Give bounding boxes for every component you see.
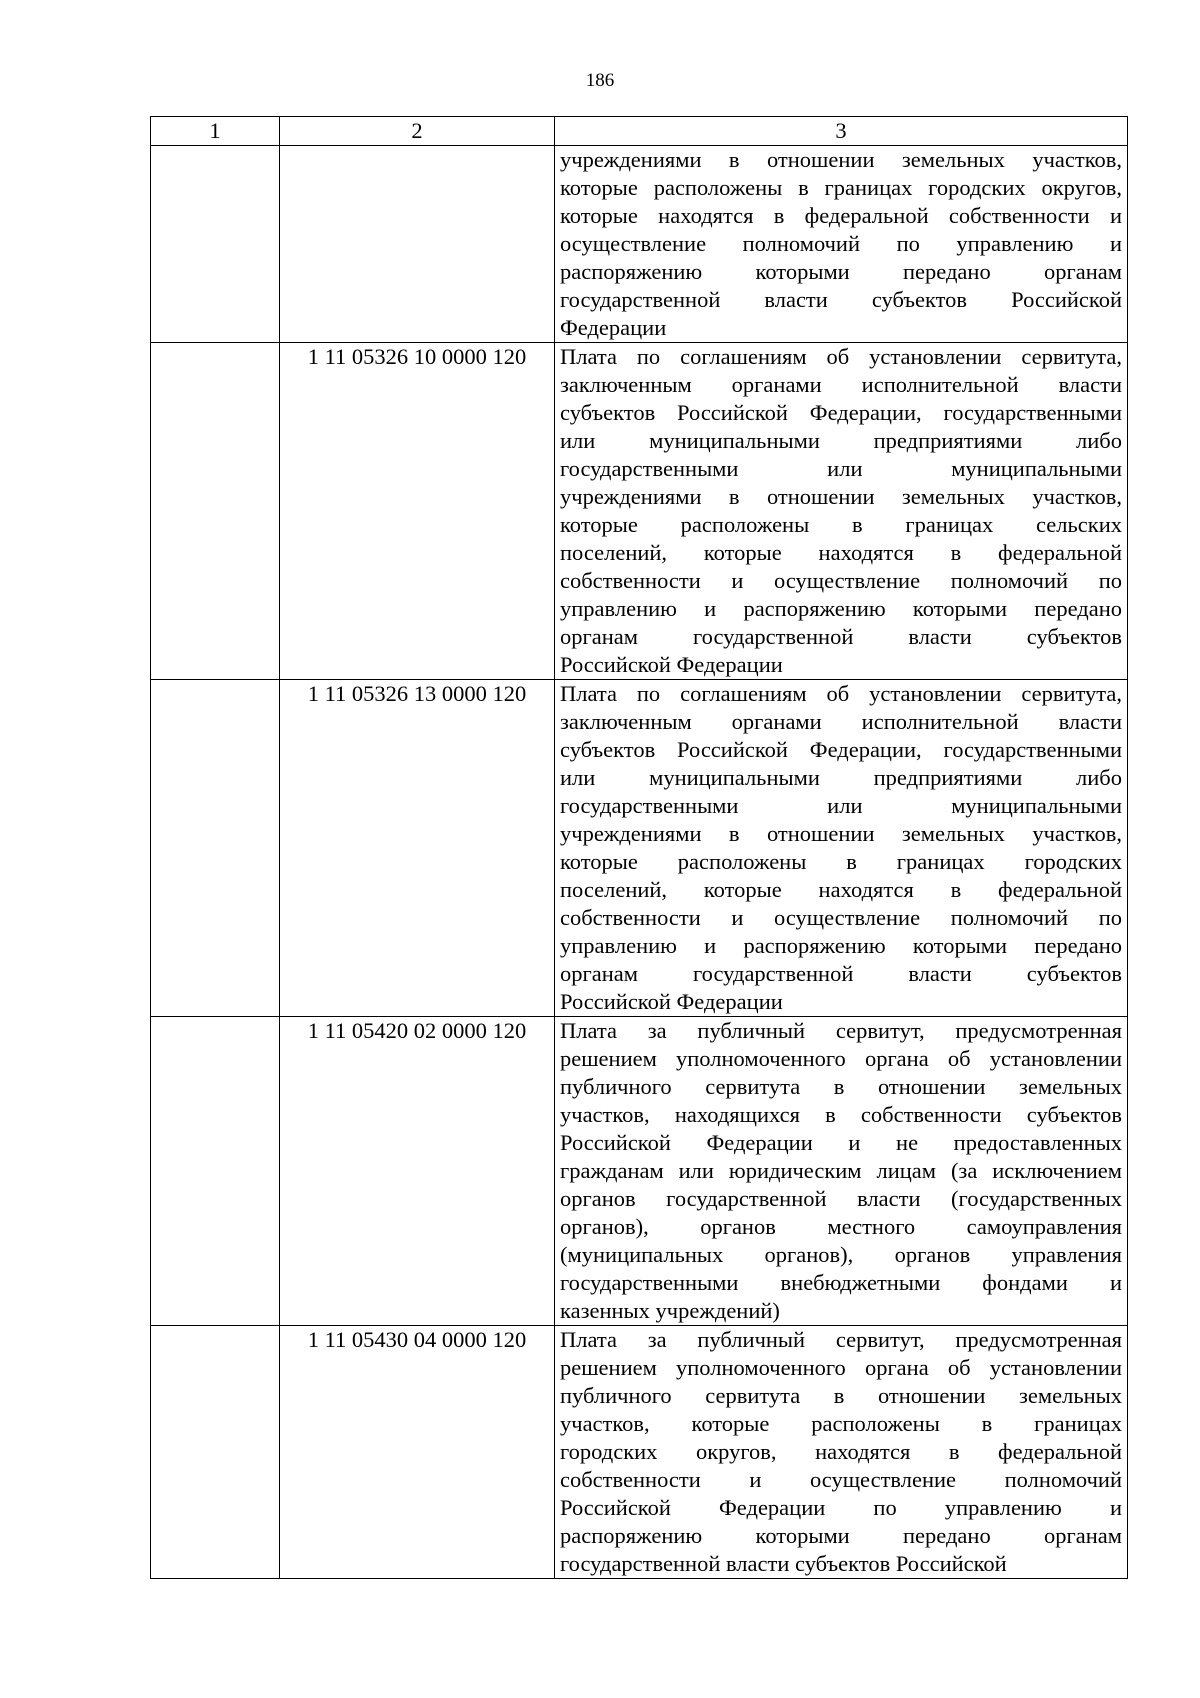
description-line: участков, которые расположены в границах <box>560 1411 1122 1436</box>
description-line: государственными или муниципальными <box>560 793 1122 818</box>
description-line: государственными внебюджетными фондами и <box>560 1270 1122 1295</box>
description-line: органов государственной власти (государственных <box>560 1186 1122 1211</box>
description-line: распоряжению которыми передано органам <box>560 1523 1122 1548</box>
revenue-description <box>555 343 1128 680</box>
description-line: Российской Федерации по управлению и <box>560 1495 1122 1520</box>
description-line: которые находятся в федеральной собственности и <box>560 203 1122 228</box>
description-line: поселений, которые находятся в федеральной <box>560 540 1122 565</box>
revenue-code <box>280 146 555 343</box>
description-line: заключенным органами исполнительной власти <box>560 709 1122 734</box>
description-line: Российской Федерации <box>560 652 783 677</box>
row-col-1 <box>151 146 280 343</box>
description-line: публичного сервитута в отношении земельных <box>560 1383 1122 1408</box>
description-line: (муниципальных органов), органов управления <box>560 1242 1122 1267</box>
description-line: органов), органов местного самоуправления <box>560 1214 1122 1239</box>
revenue-code: 1 11 05326 10 0000 120 <box>280 343 555 680</box>
row-col-1 <box>151 343 280 680</box>
description-line: решением уполномоченного органа об установлении <box>560 1355 1122 1380</box>
description-line: Российской Федерации и не предоставленных <box>560 1130 1122 1155</box>
revenue-description <box>555 146 1128 343</box>
description-line: которые расположены в границах городских округов, <box>560 175 1122 200</box>
description-line: публичного сервитута в отношении земельных <box>560 1074 1122 1099</box>
description-line: которые расположены в границах сельских <box>560 512 1122 537</box>
revenue-description <box>555 680 1128 1017</box>
table-row <box>151 680 1128 1017</box>
description-line: казенных учреждений) <box>560 1298 780 1323</box>
description-line: решением уполномоченного органа об установлении <box>560 1046 1122 1071</box>
description-line: осуществление полномочий по управлению и <box>560 231 1122 256</box>
description-line: поселений, которые находятся в федеральной <box>560 877 1122 902</box>
table-row <box>151 1017 1128 1326</box>
description-line: Плата за публичный сервитут, предусмотренная <box>560 1327 1122 1352</box>
header-col-2: 2 <box>280 117 555 146</box>
revenue-code: 1 11 05420 02 0000 120 <box>280 1017 555 1326</box>
description-line: управлению и распоряжению которыми передано <box>560 933 1122 958</box>
description-line: участков, находящихся в собственности субъектов <box>560 1102 1122 1127</box>
description-line: или муниципальными предприятиями либо <box>560 765 1122 790</box>
description-line: Плата за публичный сервитут, предусмотренная <box>560 1018 1122 1043</box>
revenue-codes-table <box>150 116 1128 1579</box>
table-header-row <box>151 117 1128 146</box>
description-line: Плата по соглашениям об установлении сервитута, <box>560 681 1122 706</box>
row-col-1 <box>151 1017 280 1326</box>
description-line: собственности и осуществление полномочий <box>560 1467 1122 1492</box>
description-line: которые расположены в границах городских <box>560 849 1122 874</box>
description-line: государственной власти субъектов Российской <box>560 287 1122 312</box>
description-line: учреждениями в отношении земельных участков, <box>560 821 1122 846</box>
description-line: субъектов Российской Федерации, государственными <box>560 400 1122 425</box>
revenue-description <box>555 1326 1128 1579</box>
row-col-1 <box>151 1326 280 1579</box>
description-line: учреждениями в отношении земельных участков, <box>560 484 1122 509</box>
row-col-1 <box>151 680 280 1017</box>
description-line: Плата по соглашениям об установлении сервитута, <box>560 344 1122 369</box>
revenue-code: 1 11 05430 04 0000 120 <box>280 1326 555 1579</box>
description-line: Федерации <box>560 315 667 340</box>
description-line: собственности и осуществление полномочий по <box>560 568 1122 593</box>
description-line: Российской Федерации <box>560 989 783 1014</box>
description-line: органам государственной власти субъектов <box>560 961 1122 986</box>
revenue-description <box>555 1017 1128 1326</box>
header-col-3: 3 <box>555 117 1128 146</box>
description-line: распоряжению которыми передано органам <box>560 259 1122 284</box>
page-number: 186 <box>585 70 615 91</box>
table-row <box>151 1326 1128 1579</box>
description-line: или муниципальными предприятиями либо <box>560 428 1122 453</box>
revenue-code: 1 11 05326 13 0000 120 <box>280 680 555 1017</box>
description-line: заключенным органами исполнительной власти <box>560 372 1122 397</box>
description-line: органам государственной власти субъектов <box>560 624 1122 649</box>
description-line: управлению и распоряжению которыми передано <box>560 596 1122 621</box>
description-line: городских округов, находятся в федеральной <box>560 1439 1122 1464</box>
description-line: собственности и осуществление полномочий по <box>560 905 1122 930</box>
description-line: субъектов Российской Федерации, государственными <box>560 737 1122 762</box>
header-col-1: 1 <box>151 117 280 146</box>
description-line: учреждениями в отношении земельных участков, <box>560 147 1122 172</box>
description-line: государственной власти субъектов Российской <box>560 1551 1007 1576</box>
description-line: гражданам или юридическим лицам (за исключением <box>560 1158 1122 1183</box>
table-row <box>151 343 1128 680</box>
description-line: государственными или муниципальными <box>560 456 1122 481</box>
table-row <box>151 146 1128 343</box>
